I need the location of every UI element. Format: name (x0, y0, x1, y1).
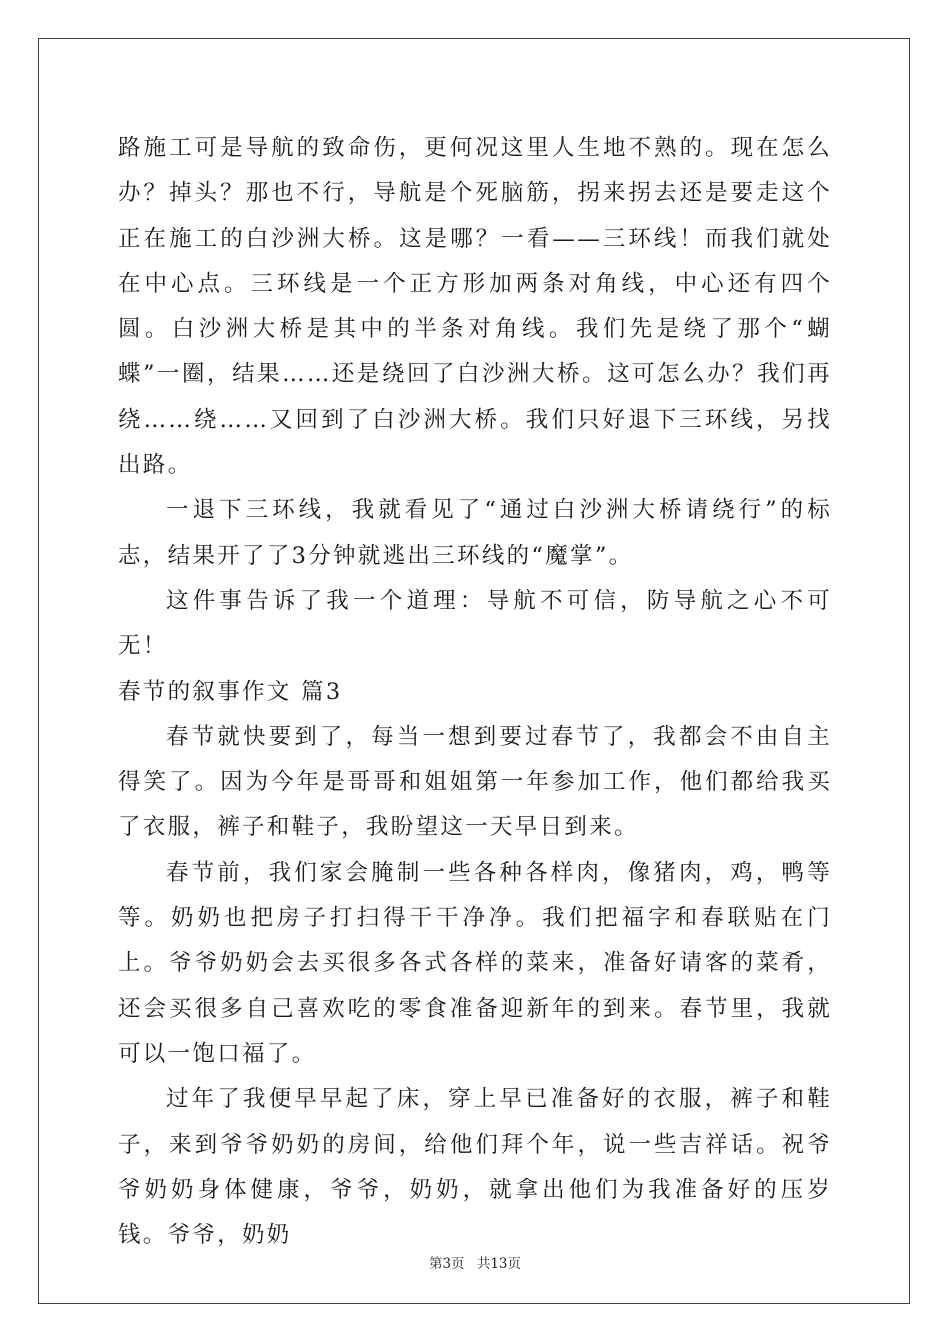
paragraph: 春节就快要到了，每当一想到要过春节了，我都会不由自主得笑了。因为今年是哥哥和姐姐第一年参加工作，他们都给我买了衣服，裤子和鞋子，我盼望这一天早日到来。 (118, 723, 832, 841)
paragraph: 这件事告诉了我一个道理：导航不可信，防导航之心不可无！ (118, 587, 832, 660)
paragraph: 春节前，我们家会腌制一些各种各样肉，像猪肉，鸡，鸭等等。奶奶也把房子打扫得干干净净。我们把福字和春联贴在门上。爷爷奶奶会去买很多各式各样的菜来，准备好请客的菜肴，还会买很多自己喜欢吃的零食准备迎新年的到来。春节里，我就可以一饱口福了。 (118, 859, 832, 1067)
total-page-count: 共13页 (476, 1256, 522, 1272)
page-footer (0, 1252, 950, 1272)
paragraph: 过年了我便早早起了床，穿上早已准备好的衣服，裤子和鞋子，来到爷爷奶奶的房间，给他们拜个年，说一些吉祥话。祝爷爷奶奶身体健康，爷爷，奶奶，就拿出他们为我准备好的压岁钱。爷爷，奶奶 (118, 1086, 832, 1249)
paragraph-continued: 路施工可是导航的致命伤，更何况这里人生地不熟的。现在怎么办？掉头？那也不行，导航是个死脑筋，拐来拐去还是要走这个正在施工的白沙洲大桥。这是哪？一看——三环线！而我们就处在中心点。三环线是一个正方形加两条对角线，中心还有四个圆。白沙洲大桥是其中的半条对角线。我们先是绕了那个“蝴蝶”一圈，结果……还是绕回了白沙洲大桥。这可怎么办？我们再绕……绕……又回到了白沙洲大桥。我们只好退下三环线，另找出路。 (118, 135, 832, 479)
document-body (118, 126, 832, 1258)
section-heading: 春节的叙事作文 篇3 (118, 678, 343, 705)
current-page-number: 第3页 (428, 1256, 465, 1272)
paragraph: 一退下三环线，我就看见了“通过白沙洲大桥请绕行”的标志，结果开了了3分钟就逃出三环线的“魔掌”。 (118, 497, 832, 569)
